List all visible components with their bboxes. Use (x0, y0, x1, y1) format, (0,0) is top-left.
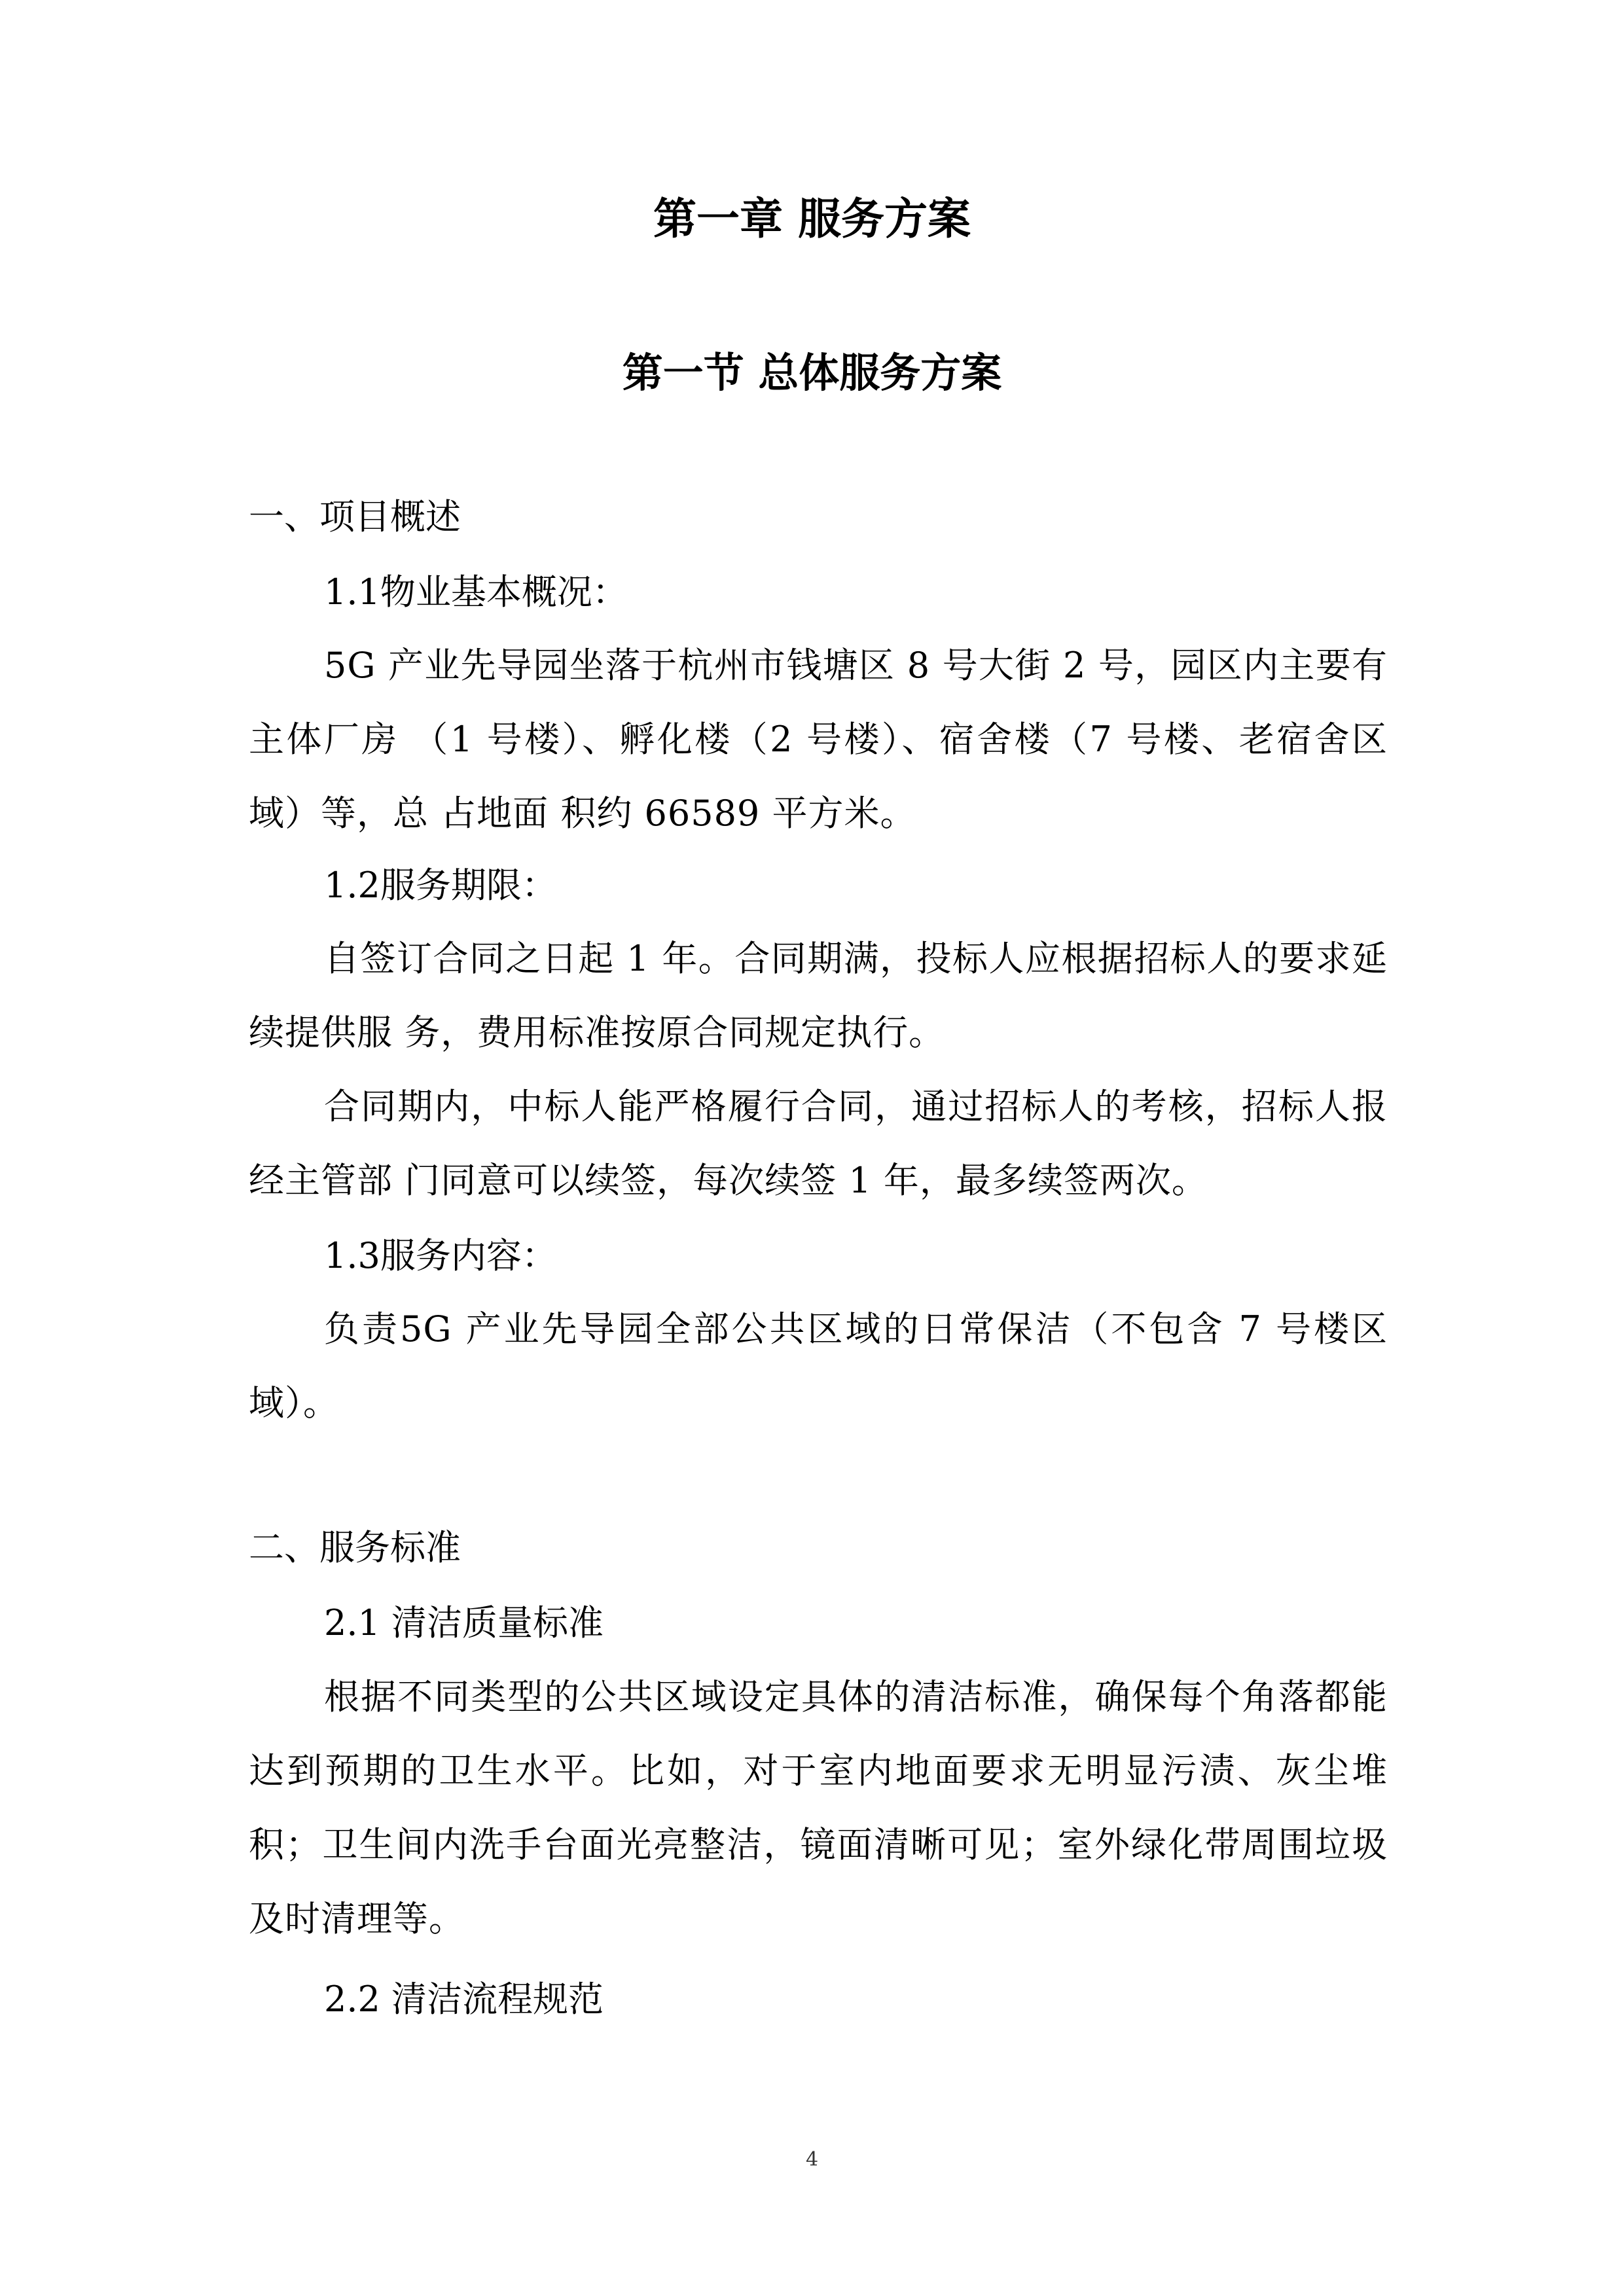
subheading-service-period: 1.2服务期限： (324, 865, 557, 906)
paragraph-service-period-1: 自签订合同之日起 1 年。合同期满，投标人应根据招标人的要求延续提供服 务，费用标准按原合同规定执行。 (249, 938, 1388, 1053)
paragraph-service-content: 负责5G 产业先导园全部公共区域的日常保洁（不包含 7 号楼区域）。 (249, 1308, 1388, 1424)
section-title: 第一节 总体服务方案 (622, 349, 1002, 397)
heading-service-standards: 二、服务标准 (249, 1527, 461, 1568)
paragraph-property-overview: 5G 产业先导园坐落于杭州市钱塘区 8 号大街 2 号，园区内主要有主体厂房 （1 号楼）、孵化楼（2 号楼）、宿舍楼（7 号楼、老宿舍区域）等，总 占地面 积约 66589 平方米。 (249, 645, 1388, 834)
page-number: 4 (805, 2148, 819, 2171)
subheading-property-overview: 1.1物业基本概况： (324, 571, 628, 613)
heading-project-overview: 一、项目概述 (249, 496, 461, 537)
paragraph-service-period-2: 合同期内，中标人能严格履行合同，通过招标人的考核，招标人报经主管部 门同意可以续签，每次续签 1 年，最多续签两次。 (249, 1086, 1388, 1201)
paragraph-cleaning-quality: 根据不同类型的公共区域设定具体的清洁标准，确保每个角落都能达到预期的卫生水平。比如，对于室内地面要求无明显污渍、灰尘堆积；卫生间内洗手台面光亮整洁，镜面清晰可见；室外绿化带周围垃圾及时清理等。 (249, 1676, 1388, 1939)
chapter-title: 第一章 服务方案 (653, 194, 971, 244)
subheading-service-content: 1.3服务内容： (324, 1235, 557, 1276)
subheading-cleaning-quality: 2.1 清洁质量标准 (324, 1602, 604, 1643)
subheading-cleaning-process: 2.2 清洁流程规范 (324, 1979, 604, 2020)
